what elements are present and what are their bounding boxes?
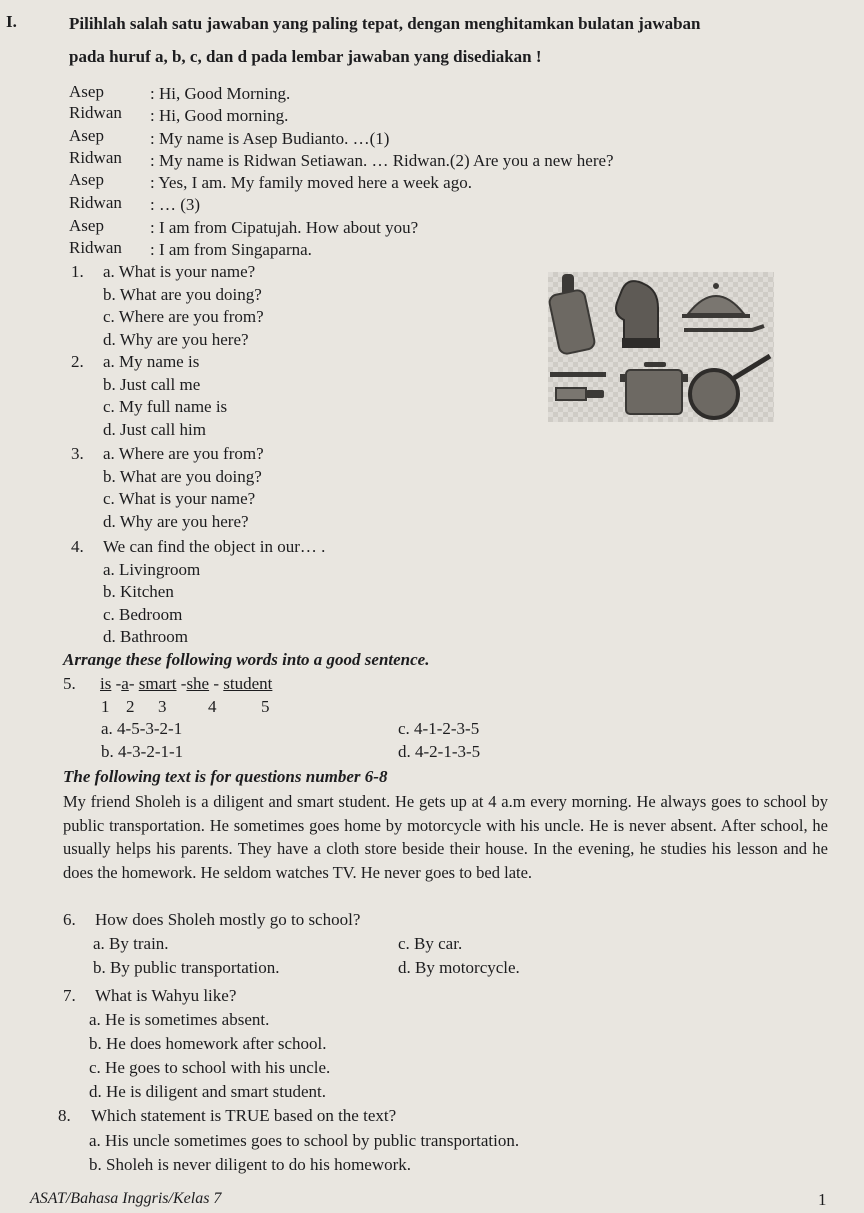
option-b: b. 4-3-2-1-1 xyxy=(101,742,184,761)
word-1: is xyxy=(100,674,112,693)
question-stem: What is Wahyu like? xyxy=(95,986,237,1005)
dialogue-line: : My name is Asep Budianto. …(1) xyxy=(150,129,390,148)
question-number: 6. xyxy=(63,910,76,929)
word-separator: - xyxy=(213,674,220,693)
option-c: c. What is your name? xyxy=(103,489,256,508)
question-number: 1. xyxy=(71,262,84,281)
option-b: b. He does homework after school. xyxy=(89,1034,327,1053)
dialogue-line: : Yes, I am. My family moved here a week ago. xyxy=(150,173,472,192)
dialogue-line: : I am from Cipatujah. How about you? xyxy=(150,218,419,237)
dialogue-speaker: Ridwan xyxy=(69,148,122,167)
dialogue-line: : I am from Singaparna. xyxy=(150,240,312,259)
question-number: 3. xyxy=(71,444,84,463)
knife-icon xyxy=(550,372,606,400)
option-d: d. Just call him xyxy=(103,420,206,439)
question-number: 8. xyxy=(58,1106,71,1125)
option-b: b. What are you doing? xyxy=(103,285,262,304)
option-d: d. Bathroom xyxy=(103,627,188,646)
option-b: b. What are you doing? xyxy=(103,467,262,486)
option-d: d. He is diligent and smart student. xyxy=(89,1082,327,1101)
option-b: b. By public transportation. xyxy=(93,958,280,977)
question-number: 2. xyxy=(71,352,84,371)
option-c: c. By car. xyxy=(398,934,463,953)
option-a: a. Where are you from? xyxy=(103,444,264,463)
word-number-5: 5 xyxy=(261,697,270,716)
frying-pan-icon xyxy=(690,356,770,418)
dialogue-line: : My name is Ridwan Setiawan. … Ridwan.(2) Are you a new here? xyxy=(150,151,614,170)
kitchen-objects-image xyxy=(548,272,774,422)
option-b: b. Kitchen xyxy=(103,582,174,601)
option-d: d. 4-2-1-3-5 xyxy=(398,742,481,761)
word-5: student xyxy=(223,674,273,693)
question-stem: We can find the object in our… . xyxy=(103,537,326,556)
dialogue-speaker: Asep xyxy=(69,170,104,189)
option-a: a. Livingroom xyxy=(103,560,201,579)
word-3: smart xyxy=(138,674,177,693)
dialogue-speaker: Ridwan xyxy=(69,238,122,257)
word-number-3: 3 xyxy=(158,697,167,716)
word-number-2: 2 xyxy=(126,697,135,716)
option-c: c. Bedroom xyxy=(103,605,183,624)
option-c: c. He goes to school with his uncle. xyxy=(89,1058,331,1077)
section-number: I. xyxy=(6,12,17,31)
cooking-pot-icon xyxy=(620,362,688,414)
question-number: 4. xyxy=(71,537,84,556)
word-number-1: 1 xyxy=(101,697,110,716)
option-d: d. By motorcycle. xyxy=(398,958,520,977)
option-a: a. By train. xyxy=(93,934,169,953)
word-separator: - xyxy=(115,674,122,693)
word-4: she xyxy=(186,674,210,693)
instruction-line-2: pada huruf a, b, c, dan d pada lembar jawaban yang disediakan ! xyxy=(69,47,542,66)
option-d: d. Why are you here? xyxy=(103,512,249,531)
question-number: 7. xyxy=(63,986,76,1005)
option-a: a. 4-5-3-2-1 xyxy=(101,719,183,738)
oven-mitt-icon xyxy=(616,281,660,348)
dialogue-line: : Hi, Good Morning. xyxy=(150,84,291,103)
instruction-line-1: Pilihlah salah satu jawaban yang paling tepat, dengan menghitamkan bulatan jawaban xyxy=(69,14,701,33)
word-separator: - xyxy=(180,674,187,693)
option-c: c. Where are you from? xyxy=(103,307,264,326)
option-d: d. Why are you here? xyxy=(103,330,249,349)
reading-paragraph: My friend Sholeh is a diligent and smart student. He gets up at 4 a.m every morning. He always goes to school by public transportation. He sometimes goes home by motorcycle with his uncle. He is never absent. After school, he usually helps his parents. They have a cloth store beside their house. In the evening, he studies his lesson and he does the homework. He seldom watches TV. He never goes to bed late. xyxy=(63,792,828,882)
option-a: a. His uncle sometimes goes to school by public transportation. xyxy=(89,1131,520,1150)
option-a: a. My name is xyxy=(103,352,200,371)
word-number-4: 4 xyxy=(208,697,217,716)
dialogue-speaker: Ridwan xyxy=(69,193,122,212)
kitchen-objects-illustration xyxy=(548,272,774,422)
arrange-heading: Arrange these following words into a good sentence. xyxy=(63,650,430,669)
word-2: a xyxy=(121,674,129,693)
option-b: b. Sholeh is never diligent to do his homework. xyxy=(89,1155,412,1174)
question-stem: How does Sholeh mostly go to school? xyxy=(95,910,361,929)
question-stem: Which statement is TRUE based on the text? xyxy=(91,1106,397,1125)
option-c: c. 4-1-2-3-5 xyxy=(398,719,480,738)
question-number: 5. xyxy=(63,674,76,693)
page-number: 1 xyxy=(818,1190,827,1209)
cutting-board-icon xyxy=(548,274,596,355)
dialogue-speaker: Asep xyxy=(69,126,104,145)
dialogue-line: : Hi, Good morning. xyxy=(150,106,289,125)
option-a: a. He is sometimes absent. xyxy=(89,1010,270,1029)
option-b: b. Just call me xyxy=(103,375,201,394)
scrambled-words xyxy=(100,674,272,694)
option-a: a. What is your name? xyxy=(103,262,256,281)
word-separator: - xyxy=(128,674,135,693)
footer-label: ASAT/Bahasa Inggris/Kelas 7 xyxy=(30,1190,222,1207)
dialogue-speaker: Asep xyxy=(69,216,104,235)
dialogue-speaker: Ridwan xyxy=(69,103,122,122)
dialogue-line: : … (3) xyxy=(150,195,201,214)
reading-heading: The following text is for questions number 6-8 xyxy=(63,767,388,786)
option-c: c. My full name is xyxy=(103,397,228,416)
dialogue-speaker: Asep xyxy=(69,82,104,101)
cloche-icon xyxy=(682,283,764,330)
